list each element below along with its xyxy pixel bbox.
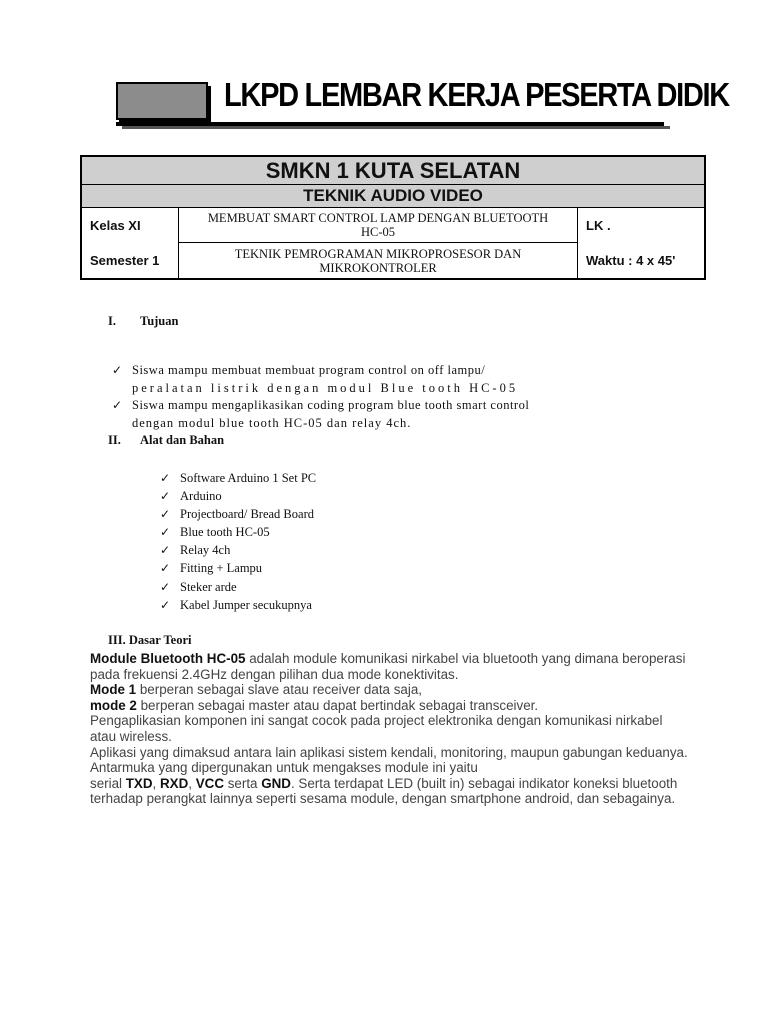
theory-text-span: . Serta terdapat LED (built in) sebagai indikator koneksi bluetooth terhadap perangkat lainnya seperti sesama module, dengan smartphone android, dan sebagainya. bbox=[90, 775, 678, 807]
lk-label: LK . bbox=[586, 218, 611, 233]
school-name: SMKN 1 KUTA SELATAN bbox=[82, 157, 704, 185]
term-bold: RXD bbox=[159, 775, 189, 791]
term-bold: VCC bbox=[195, 775, 224, 791]
banner-gray-box bbox=[116, 82, 208, 120]
theory-paragraph bbox=[90, 776, 690, 807]
tool-item: Kabel Jumper secukupnya bbox=[180, 597, 312, 612]
list-item bbox=[160, 523, 560, 541]
theory-text-span: adalah module komunikasi nirkabel via bluetooth yang dimana beroperasi pada frekuensi 2.4GHz dengan pilihan dua mode konektivitas. bbox=[90, 651, 686, 682]
list-item bbox=[160, 487, 560, 505]
header-table bbox=[80, 155, 706, 280]
section-heading-dasar-teori: III. Dasar Teori bbox=[108, 633, 192, 647]
tool-item: Steker arde bbox=[180, 579, 237, 594]
list-item bbox=[160, 578, 560, 596]
topic-title: MEMBUAT SMART CONTROL LAMP DENGAN BLUETOOTH HC-05 bbox=[179, 208, 577, 243]
goals-list bbox=[112, 362, 678, 432]
check-icon: ✓ bbox=[160, 543, 171, 558]
subject-title: TEKNIK PEMROGRAMAN MIKROPROSESOR DAN MIKROKONTROLER bbox=[234, 246, 522, 275]
check-icon: ✓ bbox=[160, 525, 171, 540]
goal-line: Siswa mampu membuat membuat program control on off lampu/ bbox=[132, 363, 486, 377]
tool-item: Blue tooth HC-05 bbox=[180, 525, 270, 540]
check-icon: ✓ bbox=[160, 561, 171, 576]
class-label: Kelas XI bbox=[90, 218, 141, 233]
department-name: TEKNIK AUDIO VIDEO bbox=[82, 185, 704, 208]
header-grid bbox=[82, 208, 704, 278]
tools-list bbox=[160, 469, 560, 614]
section-title: Tujuan bbox=[140, 314, 179, 328]
check-icon: ✓ bbox=[112, 363, 123, 377]
header-right-cell bbox=[578, 208, 704, 278]
list-item bbox=[160, 559, 560, 577]
theory-text-span: serial bbox=[90, 775, 126, 791]
check-icon: ✓ bbox=[112, 398, 123, 412]
theory-paragraph bbox=[90, 698, 690, 714]
theory-text-span: berperan sebagai slave atau receiver data saja, bbox=[136, 682, 422, 698]
theory-text-span: berperan sebagai master atau dapat bertindak sebagai transceiver. bbox=[136, 697, 539, 713]
goal-line: dengan modul blue tooth HC-05 dan relay 4ch. bbox=[132, 415, 412, 430]
separator: , bbox=[188, 775, 196, 791]
list-item bbox=[160, 541, 560, 559]
section-heading-alat bbox=[108, 433, 224, 448]
banner-underline-shadow bbox=[122, 126, 670, 129]
term-bold: mode 2 bbox=[90, 697, 137, 713]
tool-item: Relay 4ch bbox=[180, 543, 231, 558]
goal-line: Siswa mampu mengaplikasikan coding program blue tooth smart control bbox=[132, 398, 530, 412]
theory-text bbox=[90, 651, 690, 807]
check-icon: ✓ bbox=[160, 579, 171, 594]
check-icon: ✓ bbox=[160, 489, 171, 504]
section-heading-tujuan bbox=[108, 314, 178, 329]
check-icon: ✓ bbox=[160, 471, 171, 485]
list-item bbox=[160, 469, 560, 487]
goal-line: peralatan listrik dengan modul Blue tooth HC-05 bbox=[132, 380, 519, 395]
time-label: Waktu : 4 x 45' bbox=[586, 253, 676, 268]
tool-item: Fitting + Lampu bbox=[180, 561, 263, 576]
tool-item: Software Arduino 1 Set PC bbox=[180, 471, 317, 485]
semester-label: Semester 1 bbox=[90, 253, 160, 268]
term-bold: TXD bbox=[125, 775, 153, 791]
check-icon: ✓ bbox=[160, 597, 171, 612]
list-item bbox=[160, 596, 560, 614]
theory-paragraph bbox=[90, 682, 690, 698]
separator: , bbox=[152, 775, 160, 791]
header-left-cell bbox=[82, 208, 179, 278]
theory-paragraph: Aplikasi yang dimaksud antara lain aplikasi sistem kendali, monitoring, maupun gabungan keduanya. bbox=[90, 744, 688, 760]
banner bbox=[116, 76, 729, 134]
list-item bbox=[112, 362, 678, 397]
theory-paragraph bbox=[90, 651, 690, 682]
term-bold: GND bbox=[261, 775, 291, 791]
list-item bbox=[160, 505, 560, 523]
theory-paragraph: Antarmuka yang dipergunakan untuk mengakses module ini yaitu bbox=[90, 760, 478, 776]
section-title: Alat dan Bahan bbox=[140, 433, 225, 447]
theory-paragraph: Pengaplikasian komponen ini sangat cocok pada project elektronika dengan komunikasi nirkabel atau wireless. bbox=[90, 713, 663, 744]
header-mid-cell bbox=[179, 208, 578, 278]
term-bold: Mode 1 bbox=[90, 682, 137, 698]
list-item bbox=[112, 397, 678, 432]
term-bold: Module Bluetooth HC-05 bbox=[90, 651, 246, 666]
tool-item: Arduino bbox=[180, 489, 222, 504]
section-number: II. bbox=[108, 433, 121, 447]
separator: serta bbox=[224, 775, 262, 791]
page-title: LKPD LEMBAR KERJA PESERTA DIDIK bbox=[224, 76, 729, 113]
tool-item: Projectboard/ Bread Board bbox=[180, 507, 314, 522]
check-icon: ✓ bbox=[160, 507, 171, 522]
section-number: I. bbox=[108, 314, 116, 328]
